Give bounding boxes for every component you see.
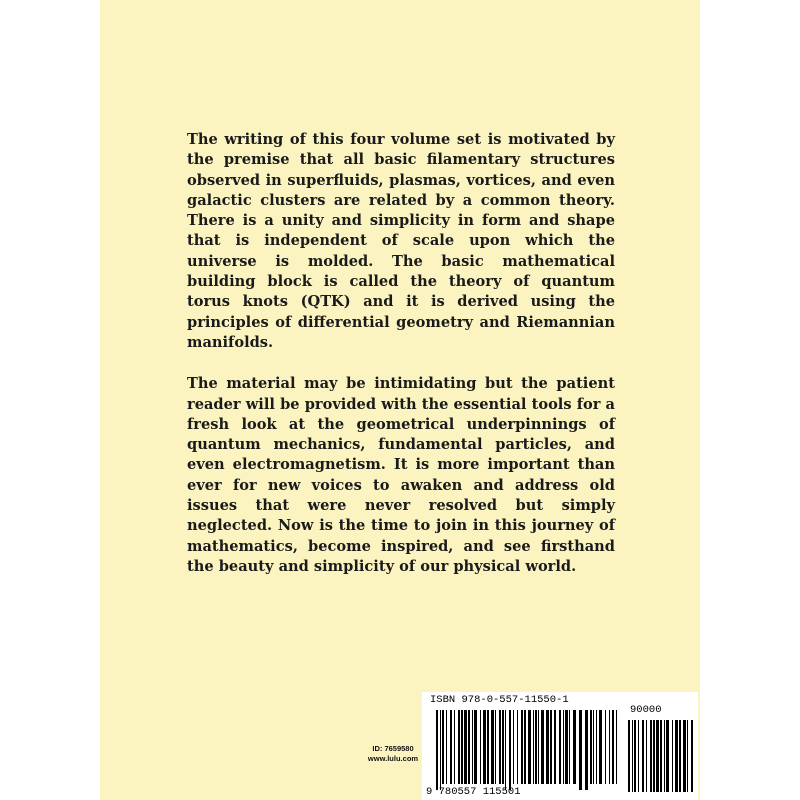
barcode-bars	[422, 692, 698, 800]
publisher-site: www.lulu.com	[367, 754, 419, 763]
barcode-bar	[656, 720, 659, 792]
barcode-bar	[541, 710, 544, 784]
barcode-bar	[533, 710, 534, 784]
barcode-bar	[472, 710, 473, 784]
barcode-bar	[579, 710, 582, 790]
barcode-bar	[605, 710, 606, 784]
barcode-bar	[679, 720, 681, 792]
barcode-bar	[672, 720, 673, 792]
barcode-bar	[436, 710, 438, 790]
barcode-bar	[632, 720, 633, 792]
barcode-bar	[634, 720, 636, 792]
barcode-bar	[596, 710, 597, 784]
price-code: 90000	[630, 704, 662, 716]
back-cover	[100, 0, 700, 800]
barcode-bar	[691, 720, 693, 792]
barcode-bar	[616, 710, 617, 784]
barcode-bar	[491, 710, 494, 784]
barcode-bar	[483, 710, 486, 784]
barcode-bar	[450, 710, 452, 784]
barcode-bar	[559, 710, 561, 784]
barcode-bar	[666, 720, 669, 792]
barcode-bar	[664, 720, 665, 792]
cover-blurb	[187, 130, 615, 598]
barcode-bar	[446, 710, 447, 784]
barcode-bar	[521, 710, 523, 784]
barcode-bar	[487, 710, 489, 784]
barcode-bar	[590, 710, 592, 784]
barcode-bar	[609, 710, 610, 784]
barcode-bar	[454, 710, 455, 784]
barcode-bar	[474, 710, 477, 784]
blurb-paragraph-2: The material may be intimidating but the patient reader will be provided with the essential tools for a fresh look at the geometrical underpinnings of quantum mechanics, fundamental particles, and even electromagnetism. It is more important than ever for new voices to awaken and address old issues that were never resolved but simply neglected. Now is the time to join in this journey of mathematics, become inspired, and see firsthand the beauty and simplicity of our physical world.	[187, 375, 615, 575]
publisher-id: ID: 7659580	[372, 744, 414, 753]
ean-barcode-bars	[436, 710, 617, 790]
barcode-bar	[502, 710, 504, 784]
barcode-bar	[599, 710, 602, 784]
barcode-bar	[461, 710, 463, 784]
barcode-bar	[495, 710, 496, 784]
barcode-bar	[505, 710, 506, 790]
barcode-bar	[565, 710, 568, 784]
barcode-bar	[675, 720, 678, 792]
barcode-bar	[646, 720, 647, 792]
barcode-bar	[550, 710, 552, 784]
blurb-paragraph-1: The writing of this four volume set is motivated by the premise that all basic filamentary structures observed in superfluids, plasmas, vortices, and even galactic clusters are related by a common theory. There is a unity and simplicity in form and shape that is independent of scale upon which the universe is molded. The basic mathematical building block is called the theory of quantum torus knots (QTK) and it is derived using the principles of differential geometry and Riemannian manifolds.	[187, 131, 615, 351]
publisher-info	[364, 744, 422, 764]
ean-digits: 9 780557 115501	[426, 786, 521, 798]
addon-barcode-bars	[628, 720, 693, 792]
barcode-bar	[517, 710, 518, 784]
barcode-bar	[653, 720, 655, 792]
barcode-bar	[660, 720, 662, 792]
barcode-bar	[468, 710, 470, 784]
barcode-bar	[509, 710, 511, 790]
barcode-bar	[593, 710, 594, 784]
barcode-bar	[528, 710, 531, 784]
barcode-bar	[524, 710, 526, 784]
barcode-bar	[569, 710, 570, 784]
barcode-bar	[638, 720, 639, 792]
barcode-bar	[480, 710, 481, 784]
barcode-bar	[442, 710, 444, 784]
barcode-bar	[687, 720, 688, 792]
barcode-bar	[683, 720, 686, 792]
barcode-bar	[554, 710, 556, 784]
barcode-bar	[464, 710, 467, 784]
barcode-bar	[538, 710, 539, 784]
barcode-bar	[499, 710, 501, 784]
barcode-bar	[458, 710, 460, 784]
barcode-bar	[546, 710, 549, 784]
barcode-bar	[573, 710, 576, 784]
barcode-bar	[440, 710, 441, 790]
barcode-bar	[642, 720, 644, 792]
barcode-bar	[585, 710, 588, 790]
isbn-label: ISBN 978-0-557-11550-1	[430, 694, 569, 706]
barcode-bar	[513, 710, 514, 784]
barcode-bar	[650, 720, 652, 792]
barcode-bar	[628, 720, 630, 792]
barcode-bar	[563, 710, 564, 784]
barcode-box	[422, 692, 698, 800]
barcode-bar	[612, 710, 614, 784]
barcode-bar	[535, 710, 537, 784]
